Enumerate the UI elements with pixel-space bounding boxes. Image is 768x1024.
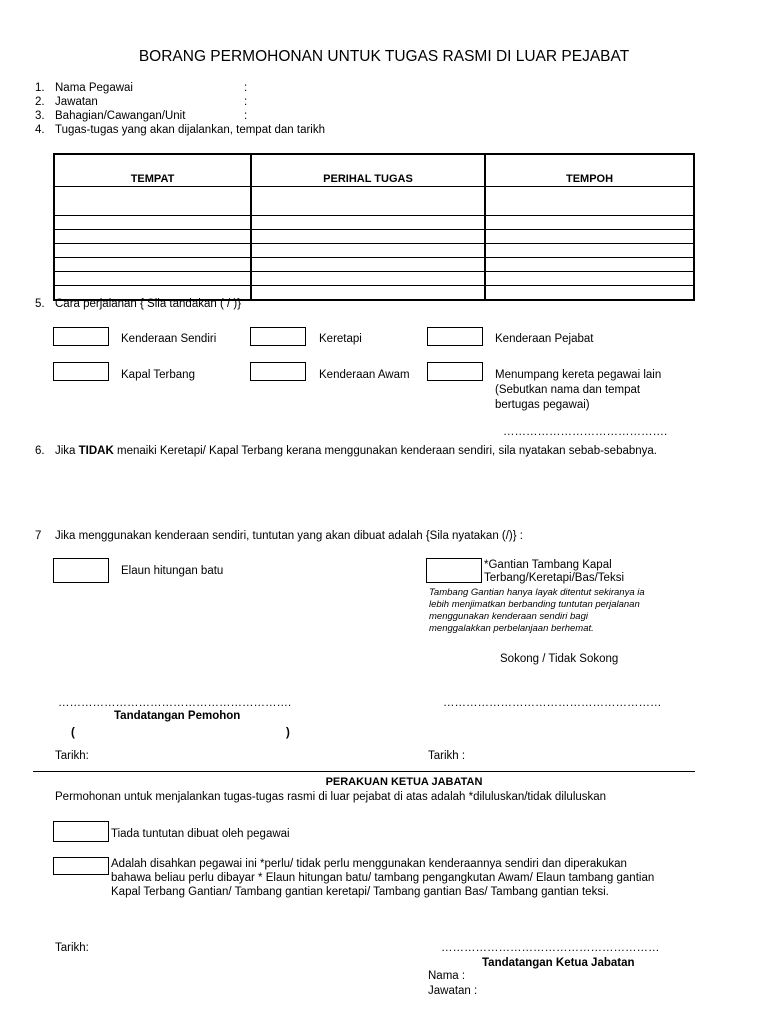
table-cell[interactable] [251, 187, 485, 216]
table-cell[interactable] [485, 272, 694, 286]
section6-num: 6. [35, 445, 45, 457]
label-elaun: Elaun hitungan batu [121, 565, 224, 577]
field-num-4: 4. [35, 124, 45, 136]
table-header-tempoh: TEMPOH [485, 154, 694, 187]
paren-open: ( [71, 727, 75, 739]
checkbox-kapal-terbang[interactable] [53, 362, 109, 381]
section6-pre: Jika [55, 445, 79, 457]
label-menumpang-3: bertugas pegawai) [495, 399, 590, 411]
checkbox-kenderaan-pejabat[interactable] [427, 327, 483, 346]
perakuan-intro: Permohonan untuk menjalankan tugas-tugas rasmi di luar pejabat di atas adalah *diluluskan/tidak diluluskan [55, 791, 607, 803]
section5-num: 5. [35, 298, 45, 310]
field-label-jawatan: Jawatan [55, 96, 98, 108]
sokong-text: Sokong / Tidak Sokong [500, 653, 619, 665]
checkbox-keretapi[interactable] [250, 327, 306, 346]
tugas-table [53, 153, 695, 301]
label-tandatangan-ketua: Tandatangan Ketua Jabatan [482, 957, 635, 969]
label-kenderaan-awam: Kenderaan Awam [319, 369, 410, 381]
table-row[interactable] [54, 272, 694, 286]
table-cell[interactable] [485, 244, 694, 258]
table-row[interactable] [54, 230, 694, 244]
table-header-tempat: TEMPAT [54, 154, 251, 187]
section6-text [55, 445, 657, 457]
field-label-bahagian: Bahagian/Cawangan/Unit [55, 110, 186, 122]
label-gantian-2: Terbang/Keretapi/Bas/Teksi [484, 572, 624, 584]
field-colon-bahagian: : [244, 110, 248, 122]
table-cell[interactable] [485, 258, 694, 272]
table-cell[interactable] [485, 286, 694, 301]
checkbox-disahkan[interactable] [53, 857, 109, 875]
label-keretapi: Keretapi [319, 333, 362, 345]
label-menumpang-1: Menumpang kereta pegawai lain [495, 369, 662, 381]
label-nama-ketua: Nama : [428, 970, 466, 982]
label-jawatan-ketua: Jawatan : [428, 985, 478, 997]
table-cell[interactable] [485, 230, 694, 244]
signature-dots-pemohon[interactable]: ……………………………………………………. [58, 697, 292, 709]
table-row[interactable] [54, 244, 694, 258]
field-colon-jawatan: : [244, 96, 248, 108]
note-line-4: menggalakkan perbelanjaan berhemat. [429, 623, 594, 634]
note-line-2: lebih menjimatkan berbanding tuntutan perjalanan [429, 599, 640, 610]
table-header-perihal: PERIHAL TUGAS [251, 154, 485, 187]
field-num-1: 1. [35, 82, 45, 94]
note-line-1: Tambang Gantian hanya layak ditentut sekiranya ia [429, 587, 645, 598]
checkbox-kenderaan-sendiri[interactable] [53, 327, 109, 346]
paren-close: ) [286, 727, 290, 739]
table-cell[interactable] [54, 216, 251, 230]
checkbox-gantian[interactable] [426, 558, 482, 583]
table-cell[interactable] [251, 272, 485, 286]
table-cell[interactable] [54, 272, 251, 286]
field-label-nama: Nama Pegawai [55, 82, 133, 94]
label-disahkan-1: Adalah disahkan pegawai ini *perlu/ tidak perlu menggunakan kenderaannya sendiri dan diperakukan [111, 858, 627, 870]
field-num-2: 2. [35, 96, 45, 108]
label-disahkan-2: bahawa beliau perlu dibayar * Elaun hitungan batu/ tambang pengangkutan Awam/ Elaun tambang gantian [111, 872, 655, 884]
section5-label: Cara perjalanan { Sila tandakan ( / )} [55, 298, 242, 310]
label-gantian-1: *Gantian Tambang Kapal [484, 559, 612, 571]
table-row[interactable] [54, 258, 694, 272]
table-cell[interactable] [251, 244, 485, 258]
label-kenderaan-sendiri: Kenderaan Sendiri [121, 333, 217, 345]
menumpang-dots[interactable]: ……………………………………. [503, 426, 668, 438]
section6-post: menaiki Keretapi/ Kapal Terbang kerana menggunakan kenderaan sendiri, sila nyatakan sebab-sebabnya. [113, 445, 657, 457]
label-disahkan-3: Kapal Terbang Gantian/ Tambang gantian keretapi/ Tambang gantian Bas/ Tambang gantian teksi. [111, 886, 609, 898]
label-kapal-terbang: Kapal Terbang [121, 369, 195, 381]
tarikh-pemohon: Tarikh: [55, 750, 89, 762]
table-header-row [54, 154, 694, 187]
perakuan-heading: PERAKUAN KETUA JABATAN [325, 776, 483, 788]
tarikh-ketua: Tarikh: [55, 942, 89, 954]
table-cell[interactable] [54, 230, 251, 244]
field-num-3: 3. [35, 110, 45, 122]
table-cell[interactable] [485, 216, 694, 230]
label-kenderaan-pejabat: Kenderaan Pejabat [495, 333, 594, 345]
label-tiada-tuntutan: Tiada tuntutan dibuat oleh pegawai [111, 828, 290, 840]
label-menumpang-2: (Sebutkan nama dan tempat [495, 384, 641, 396]
tarikh-sokong: Tarikh : [428, 750, 466, 762]
field-label-tugas: Tugas-tugas yang akan dijalankan, tempat dan tarikh [55, 124, 325, 136]
table-cell[interactable] [54, 258, 251, 272]
section6-bold: TIDAK [78, 445, 114, 457]
section-divider [33, 771, 695, 772]
table-cell[interactable] [54, 244, 251, 258]
table-cell[interactable] [251, 258, 485, 272]
checkbox-tiada-tuntutan[interactable] [53, 821, 109, 842]
table-cell[interactable] [54, 187, 251, 216]
label-tandatangan-pemohon: Tandatangan Pemohon [114, 710, 241, 722]
form-title: BORANG PERMOHONAN UNTUK TUGAS RASMI DI LUAR PEJABAT [138, 48, 630, 65]
table-row[interactable] [54, 187, 694, 216]
note-line-3: menggunakan kenderaan sendiri bagi [429, 611, 588, 622]
checkbox-elaun[interactable] [53, 558, 109, 583]
checkbox-menumpang[interactable] [427, 362, 483, 381]
table-cell[interactable] [485, 187, 694, 216]
section7-num: 7 [35, 530, 42, 542]
table-cell[interactable] [251, 286, 485, 301]
table-cell[interactable] [251, 216, 485, 230]
table-row[interactable] [54, 216, 694, 230]
signature-dots-sokong[interactable]: ………………………………………………… [443, 697, 662, 709]
table-cell[interactable] [251, 230, 485, 244]
checkbox-kenderaan-awam[interactable] [250, 362, 306, 381]
field-colon-nama: : [244, 82, 248, 94]
signature-dots-ketua[interactable]: ………………………………………………… [441, 942, 660, 954]
section7-label: Jika menggunakan kenderaan sendiri, tuntutan yang akan dibuat adalah {Sila nyatakan (/)} : [55, 530, 523, 542]
